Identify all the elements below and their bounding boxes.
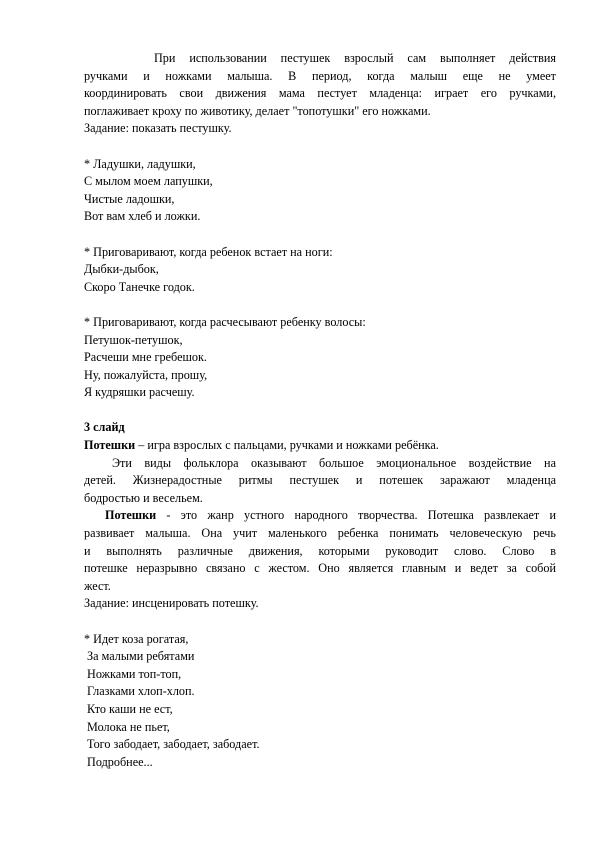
intro-line-3: координировать свои движения мама пестует младенца: играет его ручками,	[84, 86, 556, 101]
rhyme1-line: * Ладушки, ладушки,	[84, 156, 196, 171]
rhyme4-line: Ножками топ-топ,	[84, 666, 182, 681]
p2-term: Потешки	[105, 508, 157, 523]
intro-task: Задание: показать пестушку.	[84, 121, 232, 136]
rhyme3-line: * Приговаривают, когда расчесывают ребенку волосы:	[84, 314, 366, 329]
document-page	[84, 0, 556, 771]
p1-line-1: Эти виды фольклора оказывают большое эмоциональное воздействие на	[112, 455, 556, 470]
rhyme4-line: Того забодает, забодает, забодает.	[84, 737, 260, 752]
slide-task: Задание: инсценировать потешку.	[84, 596, 259, 611]
rhyme1-line: Вот вам хлеб и ложки.	[84, 209, 201, 224]
rhyme4-line: За малыми ребятами	[84, 649, 195, 664]
definition-text: – игра взрослых с пальцами, ручками и ножками ребёнка.	[135, 438, 439, 453]
p2-line-1	[84, 507, 556, 525]
rhyme4-line: Кто каши не ест,	[84, 701, 173, 716]
slide-definition	[84, 437, 556, 455]
p1-line-2: детей. Жизнерадостные ритмы пестушек и потешек заражают младенца	[84, 473, 556, 488]
rhyme1-line: С мылом моем лапушки,	[84, 174, 213, 189]
rhyme3-line: Расчеши мне гребешок.	[84, 350, 207, 365]
rhyme2-line: * Приговаривают, когда ребенок встает на ноги:	[84, 244, 333, 259]
intro-line-2: ручками и ножками малыша. В период, когда малыш еще не умеет	[84, 68, 556, 83]
rhyme3-line: Ну, пожалуйста, прошу,	[84, 367, 208, 382]
rhyme3-line: Петушок-петушок,	[84, 332, 183, 347]
slide-heading: 3 слайд	[84, 420, 125, 435]
rhyme3-line: Я кудряшки расчешу.	[84, 385, 195, 400]
p2-line-2: развивает малыша. Она учит маленького ребенка понимать человеческую речь	[84, 526, 556, 541]
p2-line-5: жест.	[84, 578, 111, 593]
rhyme1-line: Чистые ладошки,	[84, 191, 175, 206]
intro-line-4: поглаживает кроху по животику, делает "топотушки" его ножками.	[84, 103, 431, 118]
p1-line-3: бодростью и весельем.	[84, 490, 203, 505]
rhyme2-line: Дыбки-дыбок,	[84, 262, 159, 277]
p2-line-3: и выполнять различные движения, которыми руководит слово. Слово в	[84, 543, 556, 558]
rhyme2-line: Скоро Танечке годок.	[84, 279, 195, 294]
p2-line-1-text: - это жанр устного народного творчества. Потешка развлекает и	[156, 508, 556, 523]
more-link[interactable]: Подробнее...	[84, 754, 153, 769]
rhyme4-line: Глазками хлоп-хлоп.	[84, 684, 195, 699]
intro-line-1: При использовании пестушек взрослый сам выполняет действия	[154, 51, 556, 65]
p2-line-4: потешке неразрывно связано с жестом. Оно является главным и ведет за собой	[84, 561, 556, 576]
rhyme4-line: Молока не пьет,	[84, 719, 170, 734]
rhyme4-line: * Идет коза рогатая,	[84, 631, 189, 646]
definition-term: Потешки	[84, 438, 136, 453]
